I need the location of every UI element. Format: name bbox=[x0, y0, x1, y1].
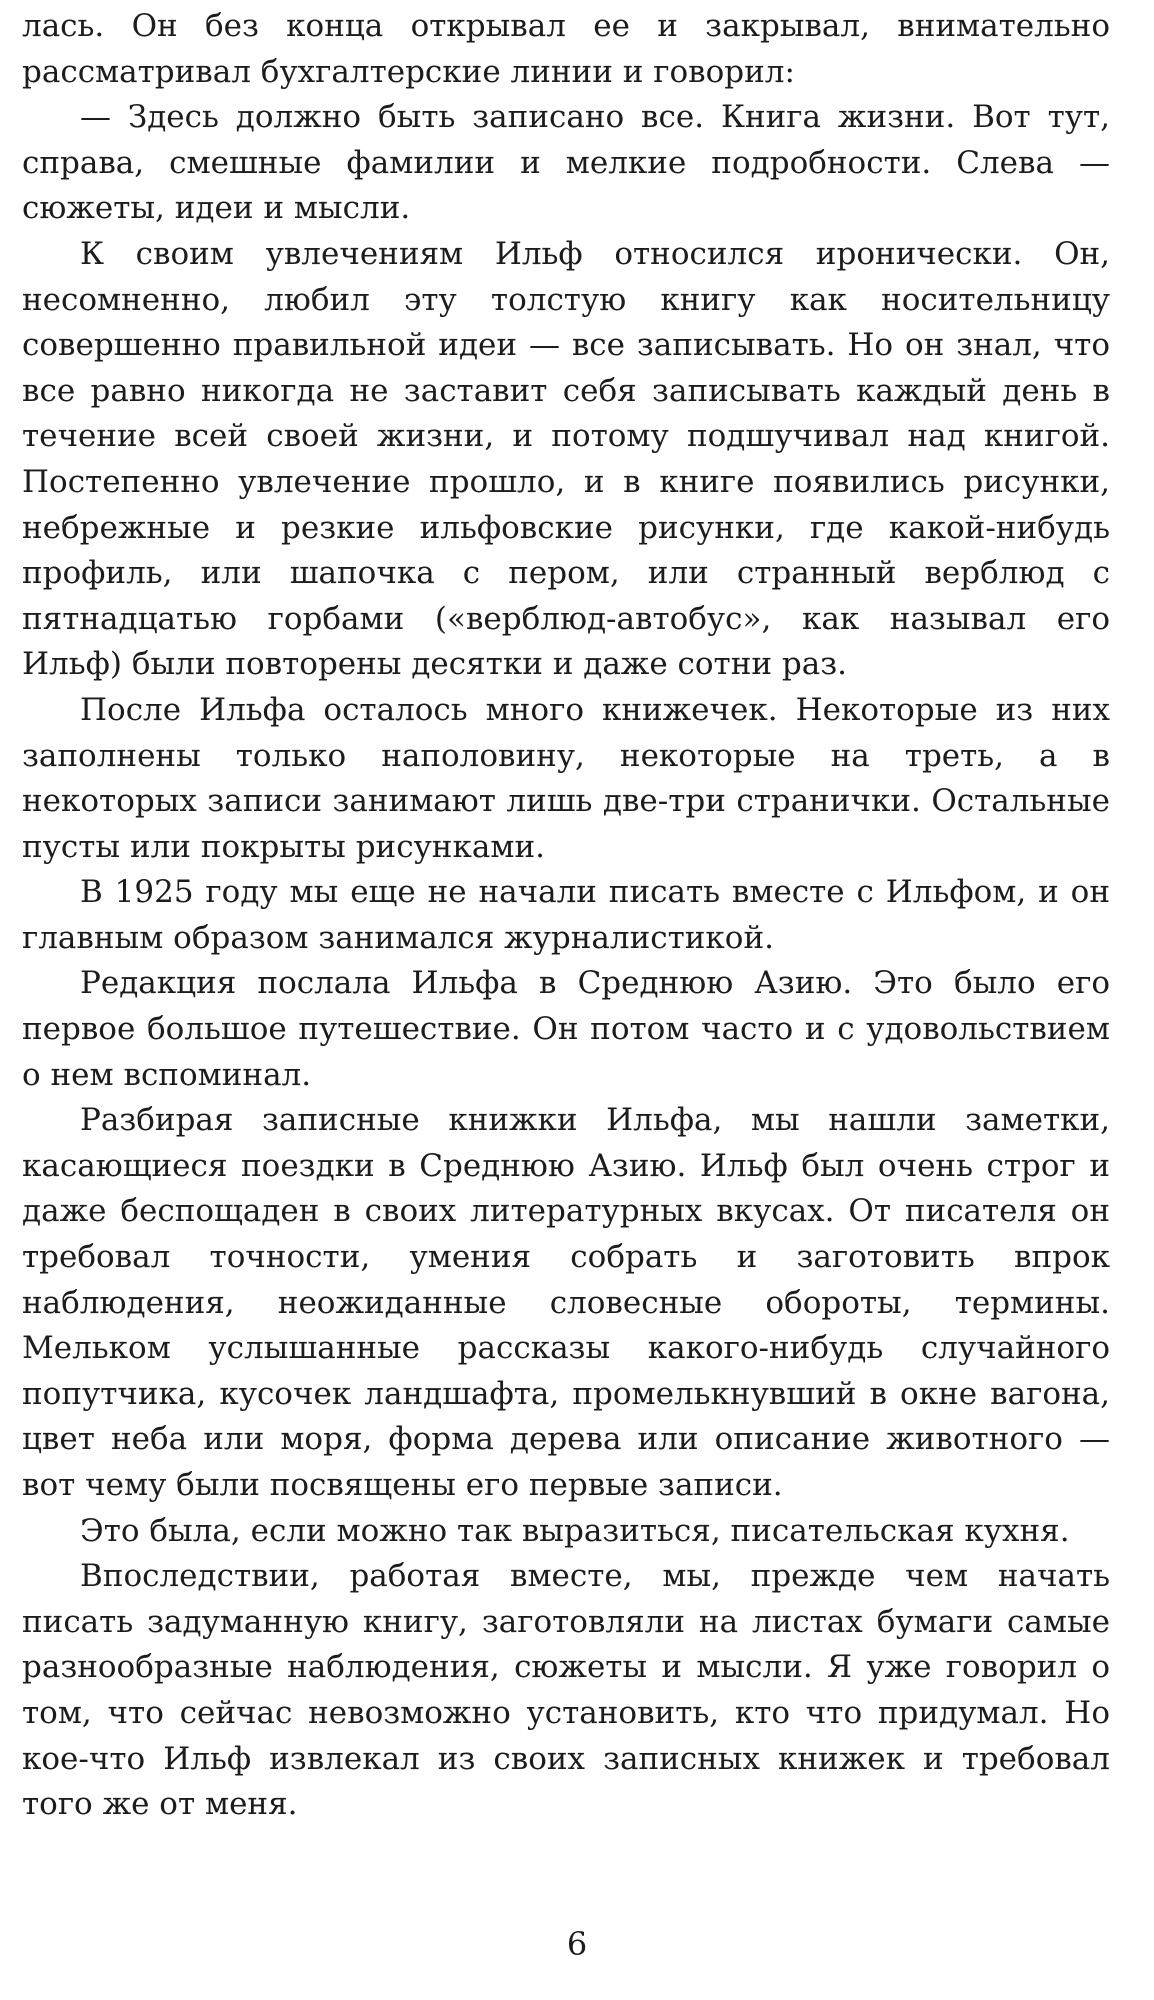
paragraph: Это была, если можно так выразиться, писательская кухня. bbox=[80, 1512, 1070, 1549]
paragraph: Разбирая записные книжки Ильфа, мы нашли заметки, касающиеся поездки в Среднюю Азию. Ильф был очень строг и даже беспощаден в своих литературных вкусах. От писателя он требовал точности, умения собрать и заготовить впрок наблюдения, неожиданные словесные обороты, термины. Мельком услышанные рассказы какого-нибудь случайного попутчика, кусочек ландшафта, промелькнувший в окне вагона, цвет неба или моря, форма дерева или описание животного — вот чему были посвящены его первые записи. bbox=[22, 1102, 1110, 1503]
paragraph-continuation: лась. Он без конца открывал ее и закрывал, внимательно рассматривал бухгалтерские линии и говорил: bbox=[22, 8, 1110, 90]
paragraph-quote: — Здесь должно быть записано все. Книга жизни. Вот тут, справа, смешные фамилии и мелкие подробности. Слева — сюжеты, идеи и мысли. bbox=[22, 99, 1110, 227]
page-number: 6 bbox=[566, 1925, 588, 1963]
body-text bbox=[22, 4, 1110, 1828]
paragraph: После Ильфа осталось много книжечек. Некоторые из них заполнены только наполовину, некоторые на треть, а в некоторых записи занимают лишь две-три странички. Остальные пусты или покрыты рисунками. bbox=[22, 691, 1110, 865]
paragraph: Впоследствии, работая вместе, мы, прежде чем начать писать задуманную книгу, заготовляли на листах бумаги самые разнообразные наблюдения, сюжеты и мысли. Я уже говорил о том, что сейчас невозможно установить, кто что придумал. Но кое-что Ильф извлекал из своих записных книжек и требовал того же от меня. bbox=[22, 1558, 1110, 1823]
paragraph: Редакция послала Ильфа в Среднюю Азию. Это было его первое большое путешествие. Он потом часто и с удовольствием о нем вспоминал. bbox=[22, 965, 1110, 1093]
paragraph: В 1925 году мы еще не начали писать вместе с Ильфом, и он главным образом занимался журналистикой. bbox=[22, 874, 1110, 956]
paragraph: К своим увлечениям Ильф относился иронически. Он, несомненно, любил эту толстую книгу как носительницу совершенно правильной идеи — все записывать. Но он знал, что все равно никогда не заставит себя записывать каждый день в течение всей своей жизни, и потому подшучивал над книгой. Постепенно увлечение прошло, и в книге появились рисунки, небрежные и резкие ильфовские рисунки, где какой-нибудь профиль, или шапочка с пером, или странный верблюд с пятнадцатью горбами («верблюд-автобус», как называл его Ильф) были повторены десятки и даже сотни раз. bbox=[22, 235, 1110, 683]
